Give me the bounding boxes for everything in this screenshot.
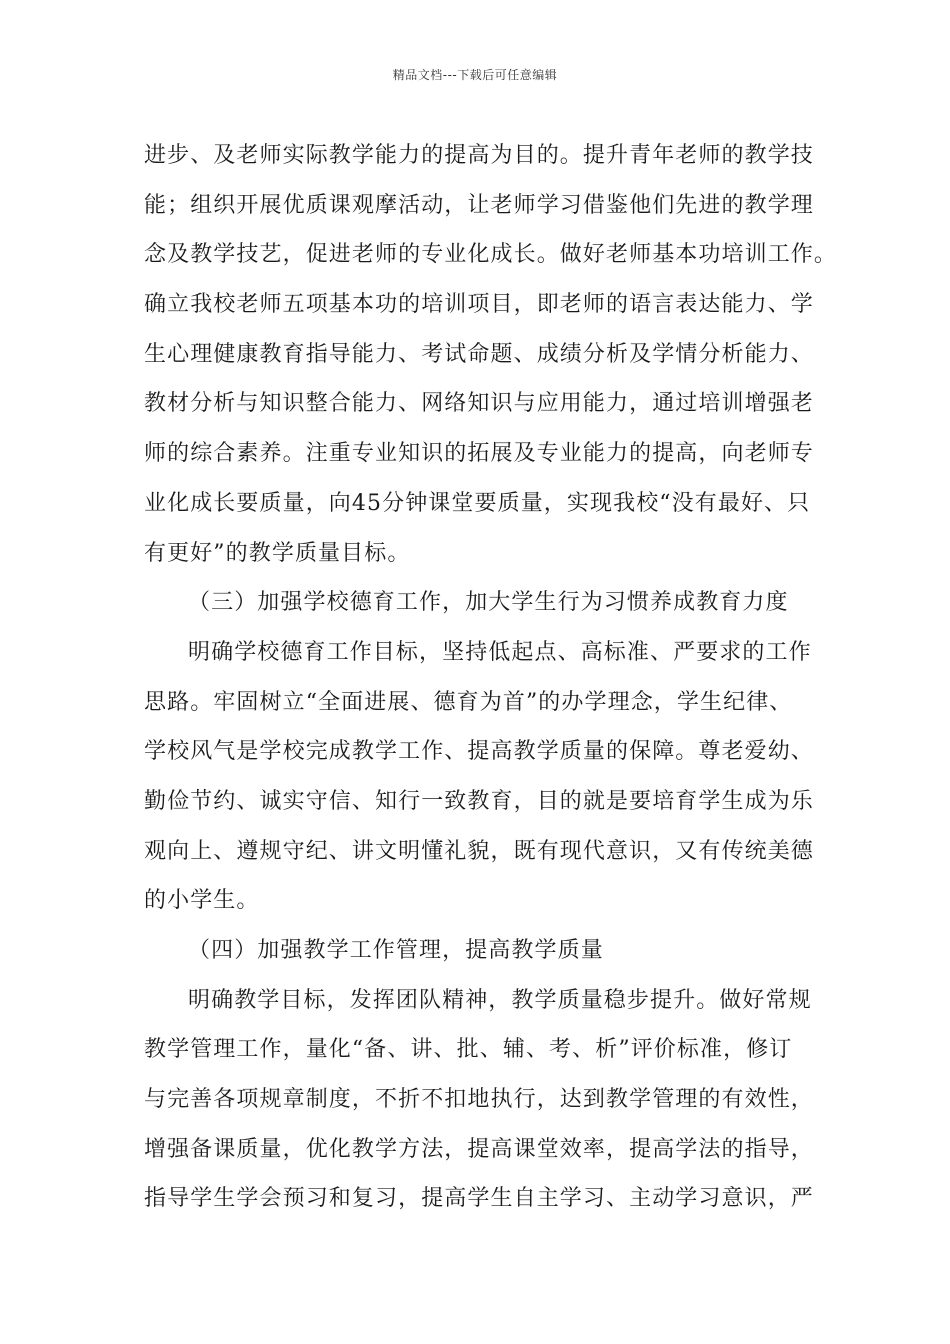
text-line: 能；组织开展优质课观摩活动，让老师学习借鉴他们先进的教学理 [144,192,814,218]
text-line: 念及教学技艺，促进老师的专业化成长。做好老师基本功培训工作。 [144,242,838,268]
text-line: 业化成长要质量，向45分钟课堂要质量，实现我校“没有最好、只 [144,490,811,516]
section-heading: （三）加强学校德育工作，加大学生行为习惯养成教育力度 [188,590,789,616]
text-line: 确立我校老师五项基本功的培训项目，即老师的语言表达能力、学 [144,292,814,318]
text-line: 教材分析与知识整合能力、网络知识与应用能力，通过培训增强老 [144,391,814,417]
text-line: 教学管理工作，量化“备、讲、批、辅、考、析”评价标准，修订 [144,1037,793,1063]
paragraph-first-line: 明确学校德育工作目标，坚持低起点、高标准、严要求的工作 [188,639,812,665]
text-line: 生心理健康教育指导能力、考试命题、成绩分析及学情分析能力、 [144,341,814,367]
text-line: 进步、及老师实际教学能力的提高为目的。提升青年老师的教学技 [144,143,814,168]
text-line: 思路。牢固树立“全面进展、德育为首”的办学理念，学生纪律、 [144,689,793,715]
page-header: 精品文档---下载后可任意编辑 [392,68,558,82]
section-heading: （四）加强教学工作管理，提高教学质量 [188,938,604,963]
text-line: 指导学生学会预习和复习，提高学生自主学习、主动学习意识，严 [144,1186,814,1212]
text-line: 学校风气是学校完成教学工作、提高教学质量的保障。尊老爱幼、 [144,739,814,765]
body-text [144,131,838,1224]
text-line: 的小学生。 [144,888,260,914]
text-line: 增强备课质量，优化教学方法，提高课堂效率，提高学法的指导， [144,1136,814,1162]
text-line: 师的综合素养。注重专业知识的拓展及专业能力的提高，向老师专 [144,441,814,467]
text-line: 与完善各项规章制度，不折不扣地执行，达到教学管理的有效性， [144,1087,814,1113]
text-line: 勤俭节约、诚实守信、知行一致教育，目的就是要培育学生成为乐 [144,788,814,814]
text-line: 有更好”的教学质量目标。 [144,540,411,566]
paragraph-first-line: 明确教学目标，发挥团队精神，教学质量稳步提升。做好常规 [188,987,812,1013]
text-line: 观向上、遵规守纪、讲文明懂礼貌，既有现代意识，又有传统美德 [144,838,814,864]
